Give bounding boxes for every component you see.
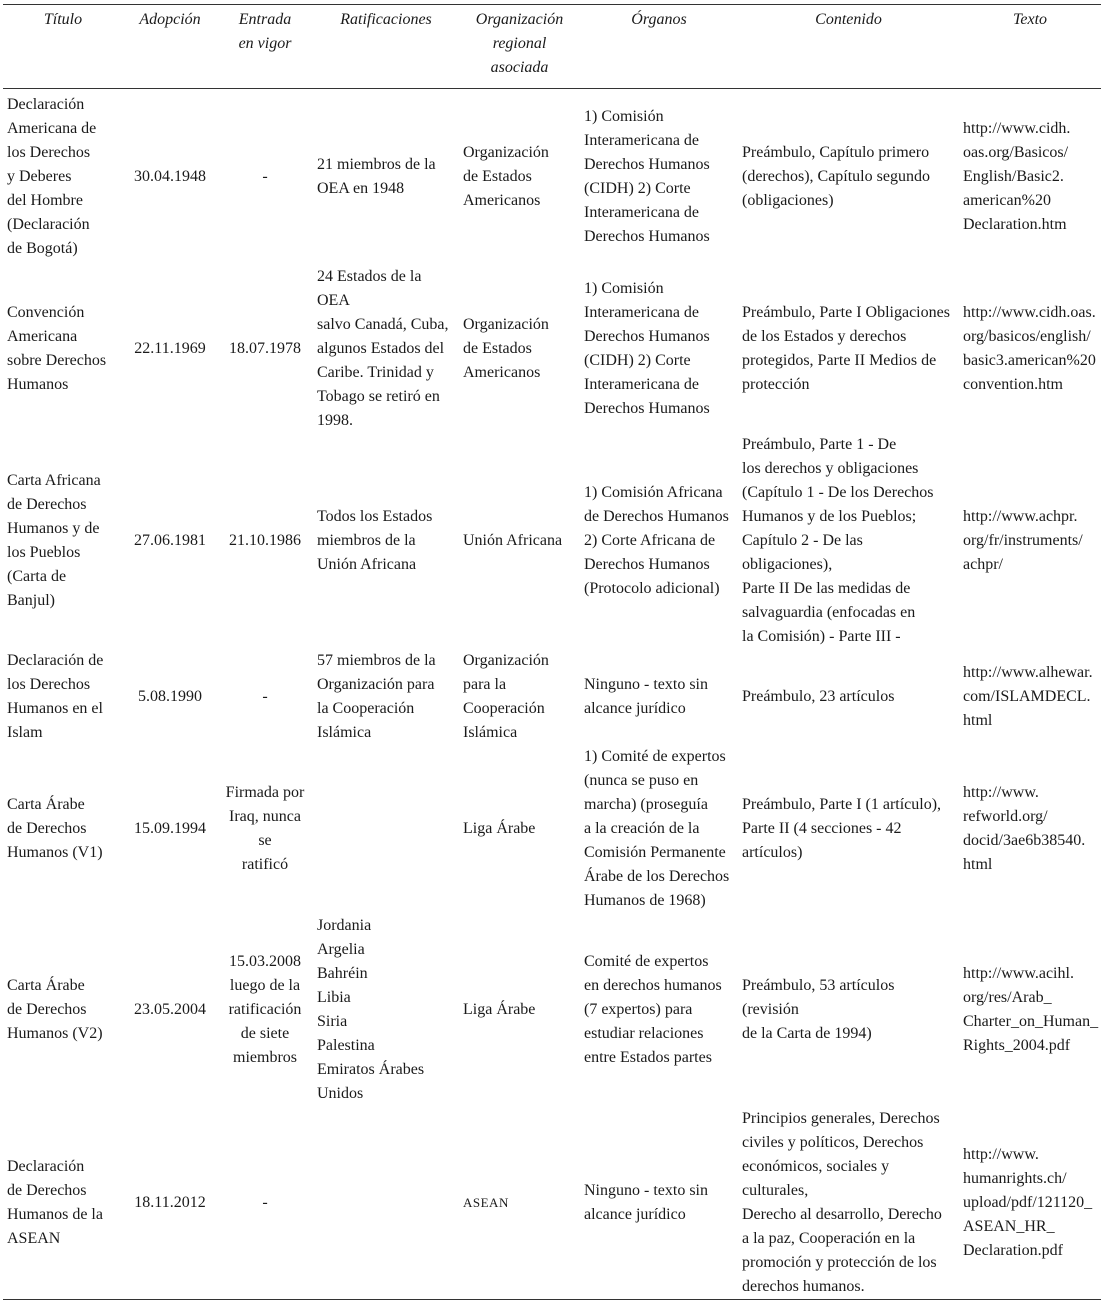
cell-titulo: Declaración de los Derechos Humanos en el Islam <box>7 651 104 741</box>
cell-organizacion: Liga Árabe <box>463 819 536 837</box>
cell-ratificaciones: 21 miembros de la OEA en 1948 <box>317 155 436 197</box>
cell-vigor: 18.07.1978 <box>229 339 301 357</box>
cell-adopcion: 22.11.1969 <box>134 339 206 357</box>
cell-texto: http://www.acihl. org/res/Arab_ Charter_on_Human_ Rights_2004.pdf <box>963 964 1099 1054</box>
table-row <box>3 89 1101 265</box>
cell-ratificaciones: 24 Estados de la OEA salvo Canadá, Cuba, algunos Estados del Caribe. Trinidad y Tobago se retiró en 1998. <box>317 267 449 429</box>
table-row <box>3 649 1101 745</box>
cell-titulo: Carta Árabe de Derechos Humanos (V2) <box>7 976 103 1042</box>
cell-organizacion: Organización de Estados Americanos <box>463 143 549 209</box>
cell-adopcion: 18.11.2012 <box>134 1193 206 1211</box>
cell-contenido: Preámbulo, Capítulo primero (derechos), Capítulo segundo (obligaciones) <box>742 143 930 209</box>
cell-organos: Comité de expertos en derechos humanos (7 expertos) para estudiar relaciones entre Estados partes <box>584 952 722 1066</box>
cell-titulo: Convención Americana sobre Derechos Humanos <box>7 303 107 393</box>
header-texto: Texto <box>1012 11 1048 28</box>
cell-contenido: Preámbulo, Parte I (1 artículo), Parte II (4 secciones - 42 artículos) <box>742 795 942 861</box>
cell-ratificaciones: Todos los Estados miembros de la Unión Africana <box>317 507 433 573</box>
header-organizacion: Organización regional asociada <box>475 11 564 76</box>
header-contenido: Contenido <box>815 11 882 28</box>
cell-contenido: Preámbulo, 23 artículos <box>742 687 895 705</box>
cell-vigor: 21.10.1986 <box>229 531 301 549</box>
cell-texto: http://www.cidh. oas.org/Basicos/ English/Basic2. american%20 Declaration.htm <box>963 119 1071 233</box>
table-row <box>3 913 1101 1107</box>
table-row <box>3 265 1101 433</box>
human-rights-instruments-table <box>3 4 1101 1300</box>
cell-ratificaciones <box>313 1107 459 1300</box>
cell-texto: http://www.achpr. org/fr/instruments/ achpr/ <box>963 507 1083 573</box>
cell-vigor: - <box>262 687 268 705</box>
header-entrada-en-vigor: Entrada en vigor <box>238 11 292 52</box>
table-row <box>3 745 1101 913</box>
cell-ratificaciones <box>313 745 459 913</box>
cell-ratificaciones: Jordania Argelia Bahréin Libia Siria Palestina Emiratos Árabes Unidos <box>317 916 425 1102</box>
cell-contenido: Preámbulo, 53 artículos (revisión de la Carta de 1994) <box>742 976 895 1042</box>
cell-organizacion: Liga Árabe <box>463 1000 536 1018</box>
header-titulo: Título <box>43 11 83 28</box>
cell-titulo: Declaración Americana de los Derechos y Deberes del Hombre (Declaración de Bogotá) <box>7 95 97 257</box>
cell-organos: Ninguno - texto sin alcance jurídico <box>584 1181 708 1223</box>
header-organos: Órganos <box>631 11 687 28</box>
cell-organizacion: ASEAN <box>463 1194 509 1210</box>
cell-vigor: - <box>262 1193 268 1211</box>
cell-texto: http://www. refworld.org/ docid/3ae6b38540. html <box>963 783 1086 873</box>
cell-organizacion: Unión Africana <box>463 531 563 549</box>
cell-organizacion: Organización de Estados Americanos <box>463 315 549 381</box>
table-row <box>3 1107 1101 1300</box>
cell-vigor: - <box>262 167 268 185</box>
cell-titulo: Declaración de Derechos Humanos de la ASEAN <box>7 1157 103 1247</box>
cell-adopcion: 23.05.2004 <box>134 1000 206 1018</box>
cell-adopcion: 5.08.1990 <box>138 687 202 705</box>
cell-organos: Ninguno - texto sin alcance jurídico <box>584 675 708 717</box>
cell-adopcion: 15.09.1994 <box>134 819 206 837</box>
cell-organizacion: Organización para la Cooperación Islámica <box>463 651 549 741</box>
header-row <box>3 5 1101 89</box>
cell-vigor: Firmada por Iraq, nunca se ratificó <box>225 783 305 873</box>
cell-organos: 1) Comité de expertos (nunca se puso en marcha) (proseguía a la creación de la Comisión Permanente Árabe de los Derechos Humanos de 1968) <box>584 747 730 909</box>
cell-organos: 1) Comisión Africana de Derechos Humanos 2) Corte Africana de Derechos Humanos (Protocolo adicional) <box>584 483 729 597</box>
cell-titulo: Carta Africana de Derechos Humanos y de los Pueblos (Carta de Banjul) <box>7 471 101 609</box>
cell-vigor: 15.03.2008 luego de la ratificación de siete miembros <box>228 952 302 1066</box>
cell-organos: 1) Comisión Interamericana de Derechos Humanos (CIDH) 2) Corte Interamericana de Derechos Humanos <box>584 279 710 417</box>
cell-contenido: Principios generales, Derechos civiles y políticos, Derechos económicos, sociales y culturales, Derecho al desarrollo, Derecho a la paz, Cooperación en la promoción y protección de los derechos humanos. <box>742 1109 942 1295</box>
cell-texto: http://www.cidh.oas. org/basicos/english/ basic3.american%20 convention.htm <box>963 303 1096 393</box>
cell-contenido: Preámbulo, Parte 1 - De los derechos y obligaciones (Capítulo 1 - De los Derechos Humanos y de los Pueblos; Capítulo 2 - De las obligaciones), Parte II De las medidas de salvaguardia (enfocadas en la Comisión) - Parte III - <box>742 435 934 645</box>
cell-texto: http://www. humanrights.ch/ upload/pdf/121120_ ASEAN_HR_ Declaration.pdf <box>963 1145 1093 1259</box>
header-ratificaciones: Ratificaciones <box>340 11 432 28</box>
cell-organos: 1) Comisión Interamericana de Derechos Humanos (CIDH) 2) Corte Interamericana de Derechos Humanos <box>584 107 710 245</box>
header-adopcion: Adopción <box>139 11 201 28</box>
cell-titulo: Carta Árabe de Derechos Humanos (V1) <box>7 795 103 861</box>
cell-contenido: Preámbulo, Parte I Obligaciones de los Estados y derechos protegidos, Parte II Medios de protección <box>742 303 950 393</box>
cell-adopcion: 30.04.1948 <box>134 167 206 185</box>
table-row <box>3 433 1101 649</box>
cell-ratificaciones: 57 miembros de la Organización para la Cooperación Islámica <box>317 651 436 741</box>
cell-texto: http://www.alhewar. com/ISLAMDECL. html <box>963 663 1093 729</box>
cell-adopcion: 27.06.1981 <box>134 531 206 549</box>
